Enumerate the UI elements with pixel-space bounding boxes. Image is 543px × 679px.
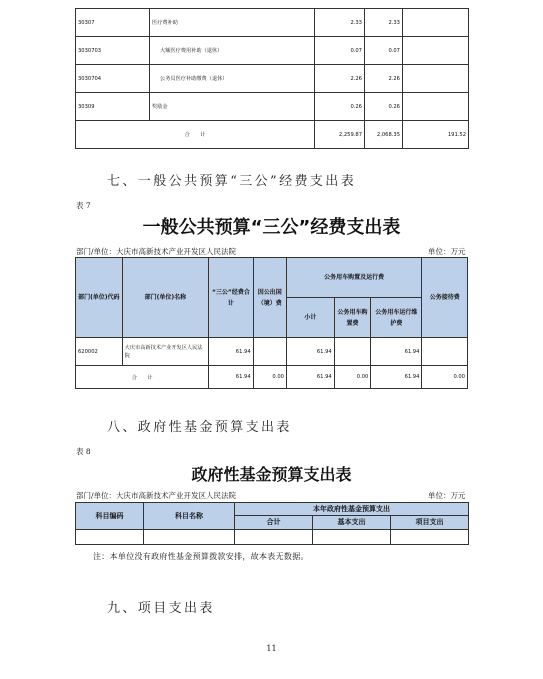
total-purchase: 0.00: [334, 366, 371, 389]
row-operation: 61.94: [371, 338, 422, 366]
cell-v3: [403, 65, 469, 93]
header-total: “三公”经费合计: [209, 258, 253, 338]
three-public-expenses-table: [75, 257, 468, 389]
cell-name: 公务员医疗补助缴费（退休）: [150, 65, 315, 93]
unit-label-8: 单位：万元: [428, 491, 466, 500]
table-row: [76, 93, 469, 121]
header-operation: 公务用车运行维护费: [371, 298, 422, 338]
table-row: [76, 37, 469, 65]
section-heading-8: 八、政府性基金预算支出表: [107, 420, 292, 435]
table-label-8: 表 8: [76, 447, 91, 456]
table-row: [76, 65, 469, 93]
cell-name: 大额医疗费用补助（退休）: [150, 37, 315, 65]
total-row: [76, 121, 469, 149]
section-heading-9: 九、项目支出表: [107, 601, 215, 616]
header-purchase: 公务用车购置费: [334, 298, 371, 338]
cell-v2: 0.26: [365, 93, 403, 121]
cell-v3: [403, 9, 469, 37]
header-subject-name: 科目名称: [144, 503, 235, 530]
cell-name: 医疗费补助: [150, 9, 315, 37]
row-abroad: [253, 338, 286, 366]
cell-v1: 0.07: [315, 37, 365, 65]
header-vehicle: 公务用车购置及运行费: [286, 258, 421, 298]
expenditure-table-continued: [75, 8, 469, 149]
dept-label-8: 部门/单位：大庆市高新技术产业开发区人民法院: [76, 491, 237, 500]
fund-note: 注：本单位没有政府性基金预算拨款安排，故本表无数据。: [93, 552, 309, 561]
header-fund-group: 本年政府性基金预算支出: [235, 503, 469, 516]
table-row: [76, 9, 469, 37]
cell-code: 30309: [76, 93, 150, 121]
header-code: 部门(单位)代码: [76, 258, 123, 338]
row-code: 620002: [76, 338, 123, 366]
table-title-8: 政府性基金预算支出表: [191, 465, 352, 484]
table-row: [76, 338, 468, 366]
header-abroad: 因公出国（境）费: [253, 258, 286, 338]
total-reception: 0.00: [422, 366, 468, 389]
row-purchase: [334, 338, 371, 366]
table-label-7: 表 7: [76, 201, 91, 210]
header-subject-code: 科目编码: [76, 503, 144, 530]
unit-label-7: 单位：万元: [428, 247, 466, 256]
cell-v1: 0.26: [315, 93, 365, 121]
cell-code: 3030704: [76, 65, 150, 93]
cell-v3: [403, 93, 469, 121]
row-total: 61.94: [209, 338, 253, 366]
total-subtotal: 61.94: [286, 366, 334, 389]
cell-v2: 2.26: [365, 65, 403, 93]
section-heading-7: 七、一般公共预算“三公”经费支出表: [107, 174, 357, 189]
row-name: 大庆市高新技术产业开发区人民法院: [122, 338, 209, 366]
cell-v3: [403, 37, 469, 65]
dept-label-7: 部门/单位：大庆市高新技术产业开发区人民法院: [76, 247, 237, 256]
row-subtotal: 61.94: [286, 338, 334, 366]
cell-v1: 2.26: [315, 65, 365, 93]
cell-code: 3030703: [76, 37, 150, 65]
empty-row: [76, 530, 469, 545]
cell-v2: 0.07: [365, 37, 403, 65]
total-row: [76, 366, 468, 389]
header-reception: 公务接待费: [422, 258, 468, 338]
total-total: 61.94: [209, 366, 253, 389]
total-operation: 61.94: [371, 366, 422, 389]
row-reception: [422, 338, 468, 366]
cell-name: 奖励金: [150, 93, 315, 121]
total-v3: 191.52: [403, 121, 469, 149]
page-number: 11: [266, 644, 277, 653]
total-label: 合 计: [76, 121, 315, 149]
header-fund-project: 项目支出: [391, 516, 469, 530]
header-name: 部门(单位)名称: [122, 258, 209, 338]
total-label: 合 计: [76, 366, 209, 389]
table-title-7: 一般公共预算“三公”经费支出表: [142, 217, 401, 238]
government-fund-table: [75, 502, 469, 545]
cell-v2: 2.33: [365, 9, 403, 37]
cell-v1: 2.33: [315, 9, 365, 37]
header-fund-basic: 基本支出: [313, 516, 391, 530]
header-subtotal: 小计: [286, 298, 334, 338]
total-abroad: 0.00: [253, 366, 286, 389]
cell-code: 30307: [76, 9, 150, 37]
header-fund-total: 合计: [235, 516, 313, 530]
total-v2: 2,068.35: [365, 121, 403, 149]
total-v1: 2,259.87: [315, 121, 365, 149]
